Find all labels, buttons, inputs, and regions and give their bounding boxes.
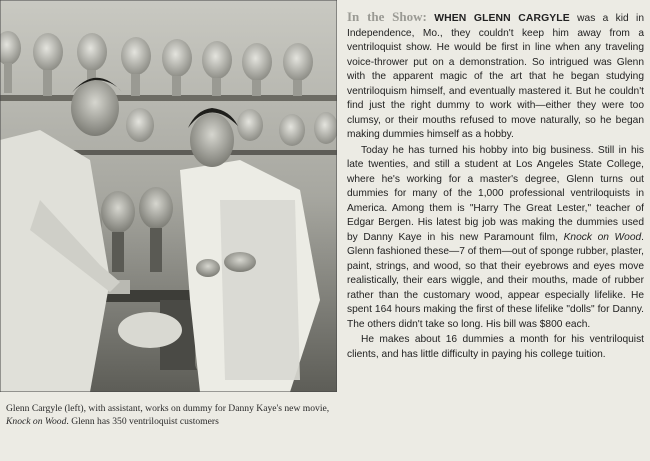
paragraph-2	[347, 144, 644, 333]
paragraph-1-text: was a kid in Independence, Mo., they couldn't keep him away from a ventriloquist show. He would be first in line when any traveling voice-thrower put on a demonstration. So intrigued was Glenn with the apparent magic of the art that he began studying ventriloquism himself, and eventually mastered it. But he couldn't find just the right dummy to work with—either they were too clumsy, or their mouths refused to move naturally, so he began making dummies himself as a hobby.	[347, 13, 644, 140]
photo-illustration	[0, 0, 337, 392]
paragraph-2-text-end: . Glenn fashioned these—7 of them—out of sponge rubber, plaster, paint, strings, and wood, so that their eyebrows and eyes move realistically, their ears wiggle, and their mouths, made of rubber rather than the customary wood, appear especially lifelike. He spent 164 hours making the first of these lifelike "dolls" for Danny. The others didn't take so long. His bill was $800 each.	[347, 231, 644, 330]
film-title: Knock on Wood	[563, 231, 642, 243]
section-heading: In the Show:	[347, 9, 427, 24]
caption-text-end: . Glenn has 350 ventriloquist customers	[66, 416, 219, 427]
paragraph-3: He makes about 16 dummies a month for his ventriloquist clients, and has little difficulty in paying his college tuition.	[347, 334, 644, 360]
lead-in-caps: WHEN GLENN CARGYLE	[434, 13, 570, 24]
article-body	[347, 10, 644, 362]
photo-caption	[6, 402, 331, 428]
caption-film-title: Knock on Wood	[6, 416, 67, 427]
paragraph-1	[347, 10, 644, 143]
workshop-photo	[0, 0, 337, 392]
caption-text: Glenn Cargyle (left), with assistant, works on dummy for Danny Kaye's new movie,	[6, 403, 330, 414]
paragraph-2-text: Today he has turned his hobby into big business. Still in his late twenties, and still a student at Los Angeles State College, where he's working for a master's degree, Glenn turns out dummies for many of the 1,000 professional ventriloquists in America. Among them is "Harry The Great Lester," teacher of Edgar Bergen. His latest big job was making the dummies used by Danny Kaye in his new Paramount film,	[347, 144, 644, 243]
